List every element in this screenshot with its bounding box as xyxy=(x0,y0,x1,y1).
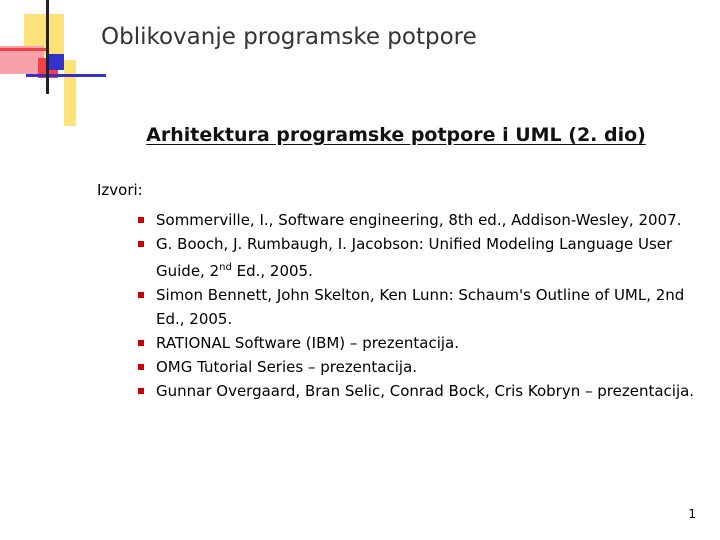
decoration-blue-line xyxy=(26,74,106,77)
sources-list xyxy=(136,208,696,403)
source-text: Sommerville, I., Software engineering, 8th ed., Addison-Wesley, 2007. xyxy=(156,211,682,229)
decoration-yellow-bar xyxy=(64,60,76,126)
decoration-vertical-line xyxy=(46,0,49,94)
subtitle-container xyxy=(0,124,720,146)
list-item xyxy=(136,208,696,232)
sources-label: Izvori: xyxy=(97,181,143,199)
source-text: G. Booch, J. Rumbaugh, I. Jacobson: Unified Modeling Language User Guide, 2nd Ed., 2005. xyxy=(156,235,673,280)
list-item xyxy=(136,232,696,283)
page-number: 1 xyxy=(688,507,696,521)
list-item xyxy=(136,355,696,379)
corner-decoration xyxy=(0,0,120,130)
slide-title: Oblikovanje programske potpore xyxy=(101,24,477,50)
square-bullet-icon xyxy=(138,364,144,370)
source-text: Simon Bennett, John Skelton, Ken Lunn: Schaum's Outline of UML, 2nd Ed., 2005. xyxy=(156,286,685,328)
list-item xyxy=(136,283,696,331)
slide-subtitle: Arhitektura programske potpore i UML (2. dio) xyxy=(146,124,646,146)
list-item xyxy=(136,379,696,403)
list-item xyxy=(136,331,696,355)
square-bullet-icon xyxy=(138,340,144,346)
source-text: RATIONAL Software (IBM) – prezentacija. xyxy=(156,334,460,352)
square-bullet-icon xyxy=(138,217,144,223)
square-bullet-icon xyxy=(138,241,144,247)
source-text: OMG Tutorial Series – prezentacija. xyxy=(156,358,418,376)
square-bullet-icon xyxy=(138,388,144,394)
decoration-red-line xyxy=(0,48,48,51)
decoration-blue-square xyxy=(48,54,64,70)
source-text: Gunnar Overgaard, Bran Selic, Conrad Bock, Cris Kobryn – prezentacija. xyxy=(156,382,695,400)
square-bullet-icon xyxy=(138,292,144,298)
